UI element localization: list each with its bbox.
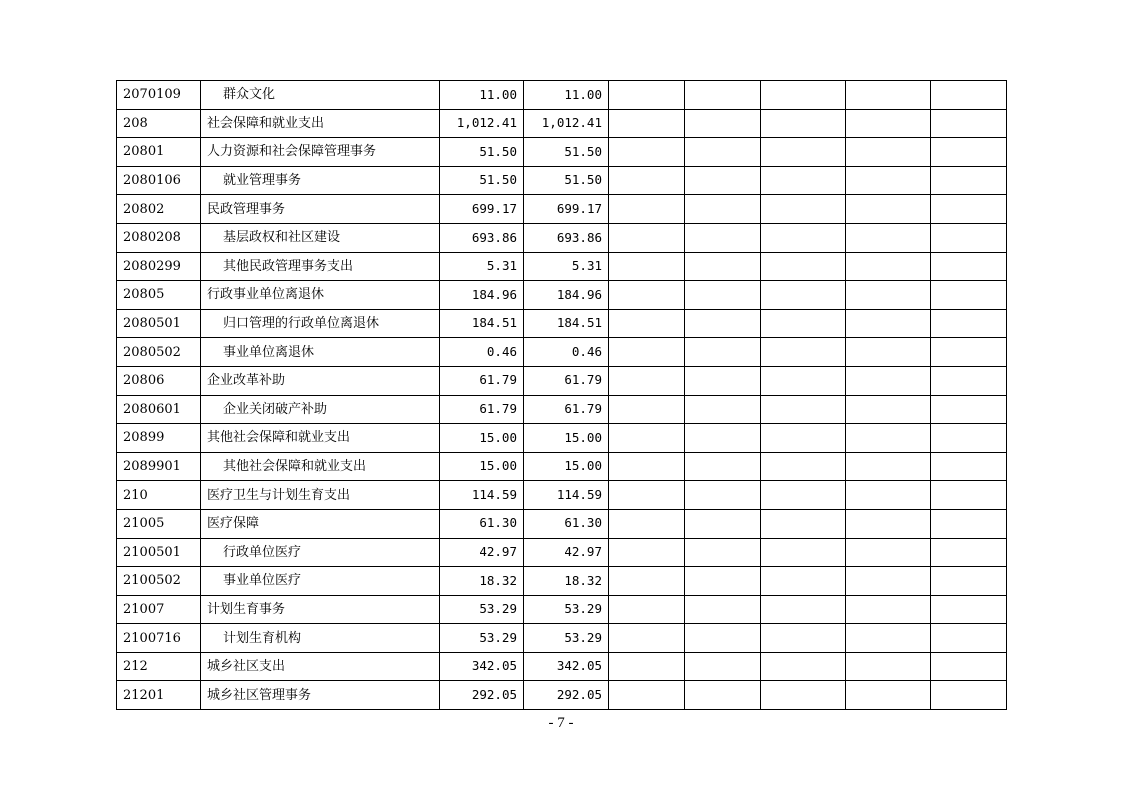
empty-cell: [931, 624, 1007, 653]
subject-code-cell: 20802: [117, 195, 201, 224]
basic-expenditure-cell: 51.50: [524, 166, 609, 195]
empty-cell: [609, 567, 685, 596]
basic-expenditure-cell: 699.17: [524, 195, 609, 224]
table-row: [117, 166, 1007, 195]
total-amount-cell: 61.79: [440, 366, 524, 395]
subject-name-cell: 计划生育机构: [201, 624, 440, 653]
empty-cell: [685, 395, 761, 424]
empty-cell: [846, 452, 931, 481]
empty-cell: [931, 538, 1007, 567]
empty-cell: [931, 338, 1007, 367]
basic-expenditure-cell: 292.05: [524, 681, 609, 710]
empty-cell: [609, 452, 685, 481]
total-amount-cell: 342.05: [440, 652, 524, 681]
total-amount-cell: 61.30: [440, 509, 524, 538]
empty-cell: [931, 281, 1007, 310]
empty-cell: [685, 195, 761, 224]
empty-cell: [685, 652, 761, 681]
empty-cell: [931, 395, 1007, 424]
empty-cell: [761, 681, 846, 710]
empty-cell: [846, 595, 931, 624]
empty-cell: [846, 509, 931, 538]
empty-cell: [685, 481, 761, 510]
table-row: [117, 281, 1007, 310]
subject-name-cell: 归口管理的行政单位离退休: [201, 309, 440, 338]
empty-cell: [761, 509, 846, 538]
table-row: [117, 395, 1007, 424]
empty-cell: [846, 652, 931, 681]
empty-cell: [685, 595, 761, 624]
total-amount-cell: 11.00: [440, 81, 524, 110]
table-row: [117, 309, 1007, 338]
empty-cell: [761, 338, 846, 367]
table-row: [117, 109, 1007, 138]
subject-code-cell: 2080601: [117, 395, 201, 424]
empty-cell: [685, 252, 761, 281]
subject-name-cell: 其他社会保障和就业支出: [201, 452, 440, 481]
empty-cell: [609, 166, 685, 195]
table-row: [117, 652, 1007, 681]
empty-cell: [846, 481, 931, 510]
empty-cell: [685, 452, 761, 481]
empty-cell: [846, 681, 931, 710]
empty-cell: [846, 424, 931, 453]
total-amount-cell: 53.29: [440, 595, 524, 624]
subject-name-cell: 民政管理事务: [201, 195, 440, 224]
subject-code-cell: 21201: [117, 681, 201, 710]
empty-cell: [846, 109, 931, 138]
subject-name-cell: 城乡社区管理事务: [201, 681, 440, 710]
empty-cell: [609, 424, 685, 453]
subject-code-cell: 2070109: [117, 81, 201, 110]
total-amount-cell: 18.32: [440, 567, 524, 596]
basic-expenditure-cell: 18.32: [524, 567, 609, 596]
table-row: [117, 81, 1007, 110]
subject-code-cell: 2080502: [117, 338, 201, 367]
empty-cell: [609, 366, 685, 395]
basic-expenditure-cell: 61.79: [524, 395, 609, 424]
table-body: [117, 81, 1007, 710]
empty-cell: [761, 138, 846, 167]
empty-cell: [846, 81, 931, 110]
basic-expenditure-cell: 61.79: [524, 366, 609, 395]
empty-cell: [761, 309, 846, 338]
empty-cell: [609, 681, 685, 710]
subject-code-cell: 208: [117, 109, 201, 138]
empty-cell: [931, 81, 1007, 110]
empty-cell: [609, 109, 685, 138]
total-amount-cell: 42.97: [440, 538, 524, 567]
empty-cell: [846, 281, 931, 310]
empty-cell: [846, 195, 931, 224]
table-row: [117, 624, 1007, 653]
empty-cell: [931, 652, 1007, 681]
table-row: [117, 424, 1007, 453]
subject-name-cell: 计划生育事务: [201, 595, 440, 624]
subject-code-cell: 20805: [117, 281, 201, 310]
basic-expenditure-cell: 15.00: [524, 424, 609, 453]
empty-cell: [685, 424, 761, 453]
empty-cell: [685, 81, 761, 110]
empty-cell: [685, 309, 761, 338]
empty-cell: [931, 481, 1007, 510]
empty-cell: [685, 138, 761, 167]
subject-name-cell: 行政事业单位离退休: [201, 281, 440, 310]
subject-name-cell: 城乡社区支出: [201, 652, 440, 681]
subject-name-cell: 事业单位离退休: [201, 338, 440, 367]
empty-cell: [846, 166, 931, 195]
subject-code-cell: 2100502: [117, 567, 201, 596]
empty-cell: [761, 652, 846, 681]
total-amount-cell: 0.46: [440, 338, 524, 367]
empty-cell: [609, 309, 685, 338]
empty-cell: [761, 81, 846, 110]
empty-cell: [609, 395, 685, 424]
basic-expenditure-cell: 61.30: [524, 509, 609, 538]
total-amount-cell: 51.50: [440, 138, 524, 167]
empty-cell: [761, 281, 846, 310]
empty-cell: [931, 252, 1007, 281]
subject-name-cell: 企业关闭破产补助: [201, 395, 440, 424]
empty-cell: [931, 166, 1007, 195]
empty-cell: [685, 223, 761, 252]
subject-code-cell: 212: [117, 652, 201, 681]
empty-cell: [761, 481, 846, 510]
table-row: [117, 366, 1007, 395]
total-amount-cell: 51.50: [440, 166, 524, 195]
subject-name-cell: 群众文化: [201, 81, 440, 110]
subject-code-cell: 2100501: [117, 538, 201, 567]
subject-name-cell: 其他社会保障和就业支出: [201, 424, 440, 453]
subject-code-cell: 20801: [117, 138, 201, 167]
subject-name-cell: 其他民政管理事务支出: [201, 252, 440, 281]
empty-cell: [609, 624, 685, 653]
empty-cell: [685, 281, 761, 310]
table-row: [117, 195, 1007, 224]
empty-cell: [761, 452, 846, 481]
table-row: [117, 138, 1007, 167]
empty-cell: [761, 223, 846, 252]
table-row: [117, 538, 1007, 567]
table-row: [117, 681, 1007, 710]
subject-name-cell: 事业单位医疗: [201, 567, 440, 596]
table-row: [117, 338, 1007, 367]
empty-cell: [931, 681, 1007, 710]
empty-cell: [761, 366, 846, 395]
empty-cell: [761, 166, 846, 195]
empty-cell: [931, 595, 1007, 624]
empty-cell: [609, 509, 685, 538]
total-amount-cell: 61.79: [440, 395, 524, 424]
empty-cell: [609, 138, 685, 167]
empty-cell: [685, 366, 761, 395]
subject-name-cell: 人力资源和社会保障管理事务: [201, 138, 440, 167]
empty-cell: [609, 195, 685, 224]
subject-name-cell: 行政单位医疗: [201, 538, 440, 567]
basic-expenditure-cell: 184.96: [524, 281, 609, 310]
empty-cell: [931, 567, 1007, 596]
subject-code-cell: 2080501: [117, 309, 201, 338]
empty-cell: [685, 338, 761, 367]
empty-cell: [931, 309, 1007, 338]
empty-cell: [685, 166, 761, 195]
page-number: - 7 -: [548, 715, 574, 731]
empty-cell: [761, 252, 846, 281]
empty-cell: [846, 338, 931, 367]
empty-cell: [685, 681, 761, 710]
table-row: [117, 481, 1007, 510]
basic-expenditure-cell: 42.97: [524, 538, 609, 567]
empty-cell: [931, 509, 1007, 538]
basic-expenditure-cell: 1,012.41: [524, 109, 609, 138]
empty-cell: [609, 481, 685, 510]
subject-name-cell: 就业管理事务: [201, 166, 440, 195]
basic-expenditure-cell: 114.59: [524, 481, 609, 510]
empty-cell: [685, 538, 761, 567]
subject-code-cell: 2100716: [117, 624, 201, 653]
empty-cell: [609, 252, 685, 281]
basic-expenditure-cell: 0.46: [524, 338, 609, 367]
empty-cell: [846, 138, 931, 167]
total-amount-cell: 15.00: [440, 424, 524, 453]
subject-code-cell: 20806: [117, 366, 201, 395]
basic-expenditure-cell: 53.29: [524, 595, 609, 624]
empty-cell: [761, 624, 846, 653]
empty-cell: [931, 223, 1007, 252]
basic-expenditure-cell: 53.29: [524, 624, 609, 653]
subject-code-cell: 210: [117, 481, 201, 510]
table-row: [117, 595, 1007, 624]
empty-cell: [846, 567, 931, 596]
empty-cell: [931, 138, 1007, 167]
total-amount-cell: 693.86: [440, 223, 524, 252]
table-row: [117, 567, 1007, 596]
subject-name-cell: 企业改革补助: [201, 366, 440, 395]
subject-code-cell: 21007: [117, 595, 201, 624]
empty-cell: [609, 595, 685, 624]
empty-cell: [761, 109, 846, 138]
empty-cell: [846, 538, 931, 567]
total-amount-cell: 53.29: [440, 624, 524, 653]
empty-cell: [761, 567, 846, 596]
empty-cell: [609, 652, 685, 681]
basic-expenditure-cell: 51.50: [524, 138, 609, 167]
empty-cell: [846, 395, 931, 424]
table-row: [117, 509, 1007, 538]
empty-cell: [846, 624, 931, 653]
empty-cell: [685, 509, 761, 538]
basic-expenditure-cell: 5.31: [524, 252, 609, 281]
subject-name-cell: 医疗保障: [201, 509, 440, 538]
table-row: [117, 223, 1007, 252]
empty-cell: [846, 223, 931, 252]
basic-expenditure-cell: 342.05: [524, 652, 609, 681]
total-amount-cell: 15.00: [440, 452, 524, 481]
empty-cell: [609, 338, 685, 367]
basic-expenditure-cell: 693.86: [524, 223, 609, 252]
empty-cell: [931, 195, 1007, 224]
empty-cell: [761, 395, 846, 424]
subject-name-cell: 医疗卫生与计划生育支出: [201, 481, 440, 510]
empty-cell: [846, 309, 931, 338]
empty-cell: [609, 281, 685, 310]
table-row: [117, 452, 1007, 481]
basic-expenditure-cell: 184.51: [524, 309, 609, 338]
subject-name-cell: 社会保障和就业支出: [201, 109, 440, 138]
total-amount-cell: 114.59: [440, 481, 524, 510]
empty-cell: [931, 424, 1007, 453]
empty-cell: [685, 624, 761, 653]
total-amount-cell: 184.96: [440, 281, 524, 310]
total-amount-cell: 699.17: [440, 195, 524, 224]
empty-cell: [761, 538, 846, 567]
total-amount-cell: 1,012.41: [440, 109, 524, 138]
subject-name-cell: 基层政权和社区建设: [201, 223, 440, 252]
empty-cell: [609, 81, 685, 110]
empty-cell: [931, 109, 1007, 138]
empty-cell: [609, 223, 685, 252]
basic-expenditure-cell: 15.00: [524, 452, 609, 481]
subject-code-cell: 2080208: [117, 223, 201, 252]
subject-code-cell: 2080299: [117, 252, 201, 281]
basic-expenditure-cell: 11.00: [524, 81, 609, 110]
empty-cell: [609, 538, 685, 567]
subject-code-cell: 21005: [117, 509, 201, 538]
budget-table: [116, 80, 1007, 710]
empty-cell: [846, 252, 931, 281]
total-amount-cell: 184.51: [440, 309, 524, 338]
subject-code-cell: 20899: [117, 424, 201, 453]
empty-cell: [931, 366, 1007, 395]
empty-cell: [761, 424, 846, 453]
total-amount-cell: 5.31: [440, 252, 524, 281]
empty-cell: [685, 109, 761, 138]
empty-cell: [846, 366, 931, 395]
empty-cell: [761, 595, 846, 624]
empty-cell: [761, 195, 846, 224]
subject-code-cell: 2080106: [117, 166, 201, 195]
table-row: [117, 252, 1007, 281]
subject-code-cell: 2089901: [117, 452, 201, 481]
total-amount-cell: 292.05: [440, 681, 524, 710]
empty-cell: [931, 452, 1007, 481]
empty-cell: [685, 567, 761, 596]
